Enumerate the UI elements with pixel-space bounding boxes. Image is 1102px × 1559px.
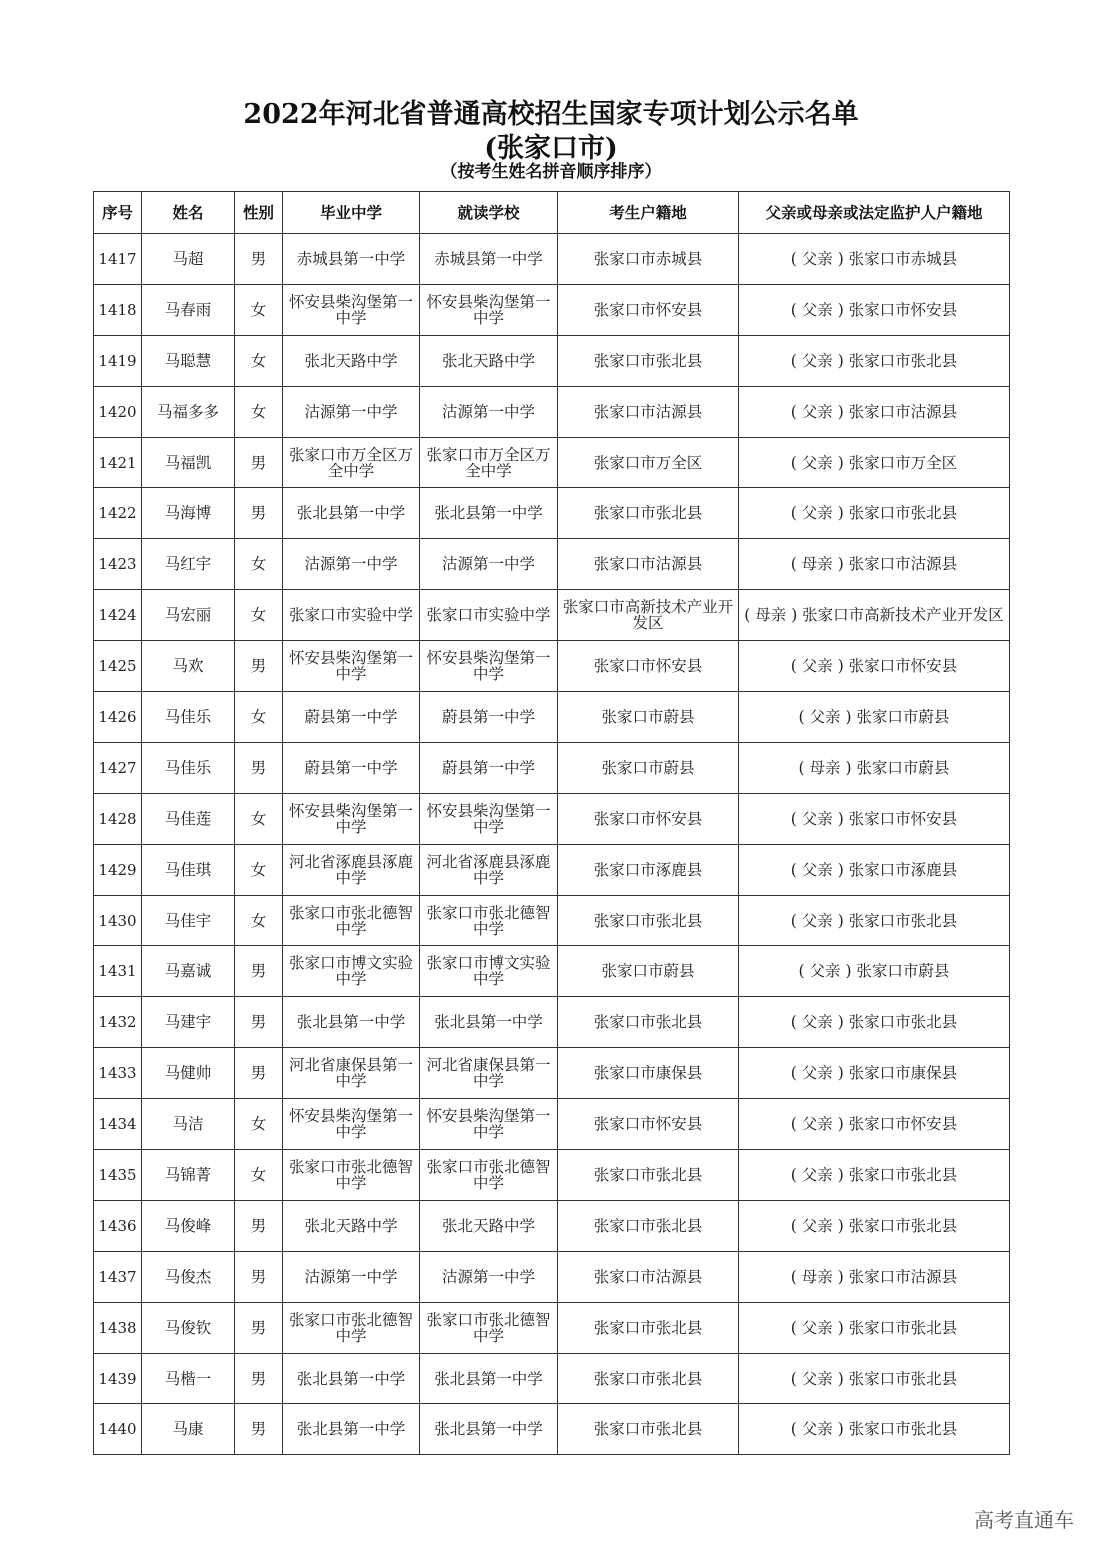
column-header-current-school: 就读学校: [420, 192, 558, 234]
cell-household-registration: 张家口市怀安县: [558, 641, 739, 692]
cell-serial-number: 1417: [94, 234, 142, 285]
cell-gender: 女: [235, 386, 283, 437]
table-row: [94, 742, 1010, 793]
table-row: [94, 793, 1010, 844]
cell-graduation-school: 张家口市万全区万全中学: [283, 437, 420, 488]
cell-name: 马佳琪: [142, 844, 235, 895]
cell-graduation-school: 怀安县柴沟堡第一中学: [283, 284, 420, 335]
cell-guardian-registration: ( 父亲 ) 张家口市张北县: [739, 1302, 1010, 1353]
cell-guardian-registration: ( 母亲 ) 张家口市蔚县: [739, 742, 1010, 793]
cell-current-school: 张北县第一中学: [420, 997, 558, 1048]
cell-name: 马福多多: [142, 386, 235, 437]
table-row: [94, 590, 1010, 641]
cell-current-school: 张家口市实验中学: [420, 590, 558, 641]
cell-serial-number: 1439: [94, 1353, 142, 1404]
cell-gender: 男: [235, 437, 283, 488]
cell-name: 马健帅: [142, 1048, 235, 1099]
cell-name: 马楷一: [142, 1353, 235, 1404]
cell-graduation-school: 怀安县柴沟堡第一中学: [283, 793, 420, 844]
cell-household-registration: 张家口市张北县: [558, 1150, 739, 1201]
cell-gender: 男: [235, 946, 283, 997]
cell-current-school: 张家口市万全区万全中学: [420, 437, 558, 488]
cell-serial-number: 1434: [94, 1099, 142, 1150]
cell-gender: 女: [235, 1099, 283, 1150]
cell-household-registration: 张家口市张北县: [558, 1200, 739, 1251]
document-title: 2022年河北省普通高校招生国家专项计划公示名单: [243, 99, 859, 130]
cell-graduation-school: 张北天路中学: [283, 1200, 420, 1251]
cell-serial-number: 1418: [94, 284, 142, 335]
table-row: [94, 1404, 1010, 1455]
cell-current-school: 张北县第一中学: [420, 1353, 558, 1404]
cell-name: 马海博: [142, 488, 235, 539]
cell-household-registration: 张家口市蔚县: [558, 946, 739, 997]
table-row: [94, 539, 1010, 590]
cell-graduation-school: 怀安县柴沟堡第一中学: [283, 1099, 420, 1150]
table-row: [94, 335, 1010, 386]
cell-current-school: 张北天路中学: [420, 335, 558, 386]
cell-current-school: 怀安县柴沟堡第一中学: [420, 641, 558, 692]
cell-household-registration: 张家口市蔚县: [558, 692, 739, 743]
table-row: [94, 1251, 1010, 1302]
cell-household-registration: 张家口市张北县: [558, 895, 739, 946]
cell-gender: 女: [235, 844, 283, 895]
cell-current-school: 河北省康保县第一中学: [420, 1048, 558, 1099]
cell-guardian-registration: ( 父亲 ) 张家口市怀安县: [739, 793, 1010, 844]
table-row: [94, 1099, 1010, 1150]
cell-graduation-school: 张家口市博文实验中学: [283, 946, 420, 997]
cell-current-school: 张家口市张北德智中学: [420, 1302, 558, 1353]
table-header-row: [94, 192, 1010, 234]
cell-graduation-school: 张北天路中学: [283, 335, 420, 386]
cell-gender: 男: [235, 1251, 283, 1302]
cell-gender: 男: [235, 641, 283, 692]
cell-graduation-school: 张北县第一中学: [283, 488, 420, 539]
cell-serial-number: 1436: [94, 1200, 142, 1251]
cell-guardian-registration: ( 父亲 ) 张家口市张北县: [739, 1404, 1010, 1455]
cell-gender: 男: [235, 1353, 283, 1404]
cell-guardian-registration: ( 父亲 ) 张家口市涿鹿县: [739, 844, 1010, 895]
cell-serial-number: 1433: [94, 1048, 142, 1099]
cell-guardian-registration: ( 父亲 ) 张家口市张北县: [739, 335, 1010, 386]
cell-serial-number: 1438: [94, 1302, 142, 1353]
cell-current-school: 怀安县柴沟堡第一中学: [420, 793, 558, 844]
cell-household-registration: 张家口市怀安县: [558, 793, 739, 844]
cell-household-registration: 张家口市张北县: [558, 488, 739, 539]
cell-current-school: 蔚县第一中学: [420, 692, 558, 743]
cell-current-school: 赤城县第一中学: [420, 234, 558, 285]
table-row: [94, 895, 1010, 946]
cell-name: 马建宇: [142, 997, 235, 1048]
cell-guardian-registration: ( 父亲 ) 张家口市怀安县: [739, 641, 1010, 692]
cell-gender: 女: [235, 284, 283, 335]
table-row: [94, 284, 1010, 335]
cell-graduation-school: 张北县第一中学: [283, 1404, 420, 1455]
cell-household-registration: 张家口市怀安县: [558, 284, 739, 335]
cell-current-school: 怀安县柴沟堡第一中学: [420, 1099, 558, 1150]
cell-graduation-school: 沽源第一中学: [283, 539, 420, 590]
cell-household-registration: 张家口市蔚县: [558, 742, 739, 793]
cell-current-school: 张家口市张北德智中学: [420, 1150, 558, 1201]
table-row: [94, 488, 1010, 539]
cell-household-registration: 张家口市康保县: [558, 1048, 739, 1099]
cell-gender: 女: [235, 895, 283, 946]
cell-guardian-registration: ( 母亲 ) 张家口市高新技术产业开发区: [739, 590, 1010, 641]
cell-serial-number: 1427: [94, 742, 142, 793]
cell-guardian-registration: ( 母亲 ) 张家口市沽源县: [739, 1251, 1010, 1302]
cell-current-school: 蔚县第一中学: [420, 742, 558, 793]
table-row: [94, 692, 1010, 743]
cell-name: 马超: [142, 234, 235, 285]
cell-graduation-school: 张北县第一中学: [283, 1353, 420, 1404]
table-row: [94, 1200, 1010, 1251]
cell-guardian-registration: ( 父亲 ) 张家口市蔚县: [739, 692, 1010, 743]
cell-current-school: 张家口市张北德智中学: [420, 895, 558, 946]
cell-name: 马佳莲: [142, 793, 235, 844]
cell-gender: 男: [235, 1302, 283, 1353]
cell-guardian-registration: ( 父亲 ) 张家口市怀安县: [739, 284, 1010, 335]
cell-guardian-registration: ( 父亲 ) 张家口市张北县: [739, 1150, 1010, 1201]
cell-serial-number: 1432: [94, 997, 142, 1048]
cell-serial-number: 1429: [94, 844, 142, 895]
document-subtitle-sort-note: （按考生姓名拼音顺序排序）: [440, 162, 662, 182]
cell-gender: 男: [235, 234, 283, 285]
cell-current-school: 张家口市博文实验中学: [420, 946, 558, 997]
cell-household-registration: 张家口市沽源县: [558, 539, 739, 590]
cell-guardian-registration: ( 父亲 ) 张家口市怀安县: [739, 1099, 1010, 1150]
cell-graduation-school: 张家口市张北德智中学: [283, 1302, 420, 1353]
cell-gender: 女: [235, 1150, 283, 1201]
cell-gender: 男: [235, 742, 283, 793]
cell-graduation-school: 河北省涿鹿县涿鹿中学: [283, 844, 420, 895]
cell-name: 马俊峰: [142, 1200, 235, 1251]
cell-graduation-school: 张家口市实验中学: [283, 590, 420, 641]
cell-household-registration: 张家口市张北县: [558, 335, 739, 386]
cell-household-registration: 张家口市张北县: [558, 1302, 739, 1353]
cell-name: 马福凯: [142, 437, 235, 488]
watermark: 高考直通车: [974, 1508, 1074, 1532]
cell-graduation-school: 赤城县第一中学: [283, 234, 420, 285]
cell-current-school: 沽源第一中学: [420, 539, 558, 590]
cell-household-registration: 张家口市沽源县: [558, 1251, 739, 1302]
cell-serial-number: 1430: [94, 895, 142, 946]
cell-serial-number: 1431: [94, 946, 142, 997]
table-row: [94, 234, 1010, 285]
cell-graduation-school: 怀安县柴沟堡第一中学: [283, 641, 420, 692]
cell-serial-number: 1424: [94, 590, 142, 641]
cell-household-registration: 张家口市张北县: [558, 1353, 739, 1404]
cell-graduation-school: 张北县第一中学: [283, 997, 420, 1048]
cell-guardian-registration: ( 父亲 ) 张家口市张北县: [739, 1200, 1010, 1251]
cell-household-registration: 张家口市张北县: [558, 997, 739, 1048]
cell-gender: 男: [235, 1404, 283, 1455]
column-header-graduation-school: 毕业中学: [283, 192, 420, 234]
cell-gender: 女: [235, 692, 283, 743]
cell-household-registration: 张家口市赤城县: [558, 234, 739, 285]
cell-name: 马俊杰: [142, 1251, 235, 1302]
column-header-guardian-registration: 父亲或母亲或法定监护人户籍地: [739, 192, 1010, 234]
cell-guardian-registration: ( 父亲 ) 张家口市张北县: [739, 1353, 1010, 1404]
column-header-gender: 性别: [235, 192, 283, 234]
cell-name: 马洁: [142, 1099, 235, 1150]
cell-serial-number: 1428: [94, 793, 142, 844]
cell-guardian-registration: ( 父亲 ) 张家口市张北县: [739, 895, 1010, 946]
cell-gender: 男: [235, 997, 283, 1048]
cell-name: 马康: [142, 1404, 235, 1455]
cell-graduation-school: 蔚县第一中学: [283, 692, 420, 743]
cell-current-school: 张北天路中学: [420, 1200, 558, 1251]
cell-serial-number: 1426: [94, 692, 142, 743]
column-header-household-registration: 考生户籍地: [558, 192, 739, 234]
cell-serial-number: 1435: [94, 1150, 142, 1201]
cell-serial-number: 1423: [94, 539, 142, 590]
cell-guardian-registration: ( 母亲 ) 张家口市沽源县: [739, 539, 1010, 590]
cell-guardian-registration: ( 父亲 ) 张家口市蔚县: [739, 946, 1010, 997]
cell-household-registration: 张家口市涿鹿县: [558, 844, 739, 895]
cell-name: 马嘉诚: [142, 946, 235, 997]
table-row: [94, 641, 1010, 692]
cell-name: 马宏丽: [142, 590, 235, 641]
cell-household-registration: 张家口市万全区: [558, 437, 739, 488]
cell-guardian-registration: ( 父亲 ) 张家口市张北县: [739, 488, 1010, 539]
student-list-table: [93, 191, 1010, 1455]
cell-household-registration: 张家口市怀安县: [558, 1099, 739, 1150]
table-row: [94, 1150, 1010, 1201]
cell-graduation-school: 河北省康保县第一中学: [283, 1048, 420, 1099]
table-row: [94, 1048, 1010, 1099]
table-row: [94, 1353, 1010, 1404]
cell-gender: 女: [235, 793, 283, 844]
cell-name: 马佳乐: [142, 742, 235, 793]
table-row: [94, 997, 1010, 1048]
cell-name: 马欢: [142, 641, 235, 692]
cell-household-registration: 张家口市高新技术产业开发区: [558, 590, 739, 641]
cell-name: 马佳宇: [142, 895, 235, 946]
cell-guardian-registration: ( 父亲 ) 张家口市康保县: [739, 1048, 1010, 1099]
cell-serial-number: 1425: [94, 641, 142, 692]
cell-graduation-school: 沽源第一中学: [283, 386, 420, 437]
table-row: [94, 437, 1010, 488]
cell-guardian-registration: ( 父亲 ) 张家口市张北县: [739, 997, 1010, 1048]
cell-current-school: 沽源第一中学: [420, 386, 558, 437]
table-row: [94, 1302, 1010, 1353]
cell-household-registration: 张家口市张北县: [558, 1404, 739, 1455]
cell-graduation-school: 沽源第一中学: [283, 1251, 420, 1302]
cell-name: 马佳乐: [142, 692, 235, 743]
cell-name: 马俊钦: [142, 1302, 235, 1353]
cell-serial-number: 1420: [94, 386, 142, 437]
cell-gender: 女: [235, 539, 283, 590]
cell-gender: 女: [235, 335, 283, 386]
column-header-name: 姓名: [142, 192, 235, 234]
cell-serial-number: 1421: [94, 437, 142, 488]
column-header-serial-number: 序号: [94, 192, 142, 234]
cell-household-registration: 张家口市沽源县: [558, 386, 739, 437]
cell-name: 马锦菁: [142, 1150, 235, 1201]
table-row: [94, 946, 1010, 997]
table-row: [94, 386, 1010, 437]
cell-graduation-school: 张家口市张北德智中学: [283, 1150, 420, 1201]
cell-current-school: 河北省涿鹿县涿鹿中学: [420, 844, 558, 895]
cell-gender: 男: [235, 488, 283, 539]
cell-name: 马聪慧: [142, 335, 235, 386]
cell-current-school: 张北县第一中学: [420, 488, 558, 539]
cell-gender: 女: [235, 590, 283, 641]
cell-gender: 男: [235, 1200, 283, 1251]
cell-serial-number: 1440: [94, 1404, 142, 1455]
cell-current-school: 沽源第一中学: [420, 1251, 558, 1302]
cell-gender: 男: [235, 1048, 283, 1099]
cell-serial-number: 1422: [94, 488, 142, 539]
cell-name: 马红宇: [142, 539, 235, 590]
cell-current-school: 怀安县柴沟堡第一中学: [420, 284, 558, 335]
cell-guardian-registration: ( 父亲 ) 张家口市沽源县: [739, 386, 1010, 437]
cell-current-school: 张北县第一中学: [420, 1404, 558, 1455]
cell-guardian-registration: ( 父亲 ) 张家口市万全区: [739, 437, 1010, 488]
table-row: [94, 844, 1010, 895]
cell-graduation-school: 张家口市张北德智中学: [283, 895, 420, 946]
cell-serial-number: 1419: [94, 335, 142, 386]
cell-name: 马春雨: [142, 284, 235, 335]
cell-guardian-registration: ( 父亲 ) 张家口市赤城县: [739, 234, 1010, 285]
cell-serial-number: 1437: [94, 1251, 142, 1302]
document-subtitle-city: (张家口市): [484, 133, 618, 164]
cell-graduation-school: 蔚县第一中学: [283, 742, 420, 793]
